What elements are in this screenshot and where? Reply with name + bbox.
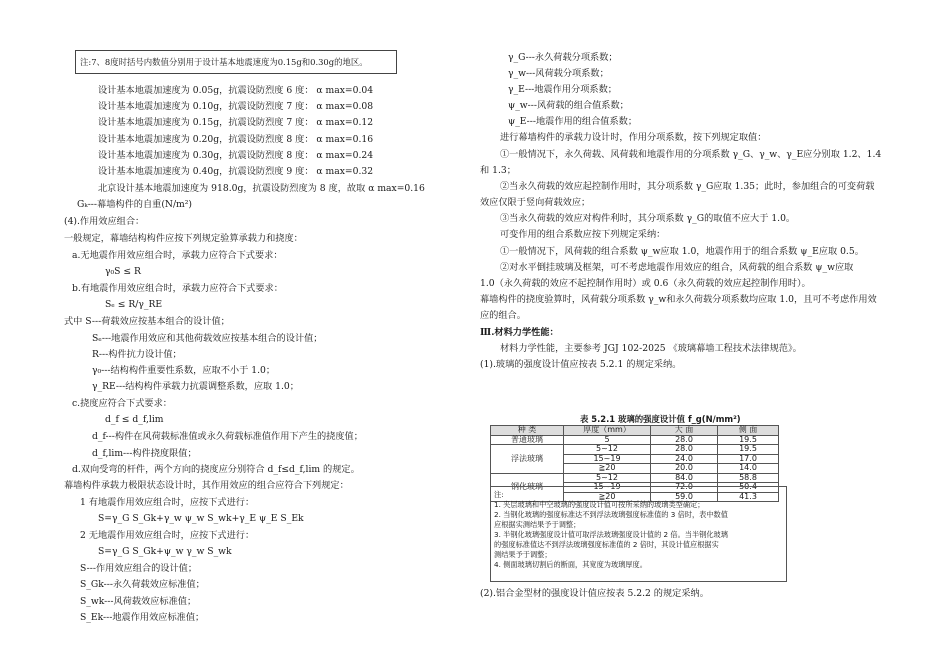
table-cell: 59.0	[651, 492, 718, 502]
table-cell: 浮法玻璃	[491, 445, 564, 474]
table-cell: 普通玻璃	[491, 435, 564, 445]
table-cell: 84.0	[651, 473, 718, 483]
table-cell: 50.4	[718, 483, 779, 493]
formula-a: γ₀S ≤ R	[105, 266, 141, 277]
table-cell: 28.0	[651, 435, 718, 445]
where-s2: S---作用效应组合的设计值；	[80, 563, 198, 574]
table-cell: 15~19	[564, 454, 651, 464]
beijing-line: 北京设计基本地震加速度为 918.0g，抗震设防烈度为 8 度，故取 α max=0.16	[98, 183, 425, 194]
header-face: 大 面	[651, 426, 718, 436]
factor-rule-3: ③当永久荷载的效应对构件利时，其分项系数 γ_G的取值不应大于 1.0。	[500, 213, 796, 224]
table-cell: 17.0	[718, 454, 779, 464]
note-item: 2. 当钢化玻璃的强度标准达不到浮法玻璃强度标准值的 3 倍时，表中数值	[494, 510, 728, 519]
where-dflim: d_f,lim---构件挠度限值；	[92, 448, 197, 459]
accel-line-6: 设计基本地震加速度为 0.05g，抗震设防烈度 6 度： α max=0.04	[98, 85, 374, 96]
table-row	[491, 435, 779, 445]
section-4-heading: (4).作用效应组合：	[64, 216, 145, 227]
formula-case-1: S=γ_G S_Gk+γ_w ψ_w S_wk+γ_E ψ_E S_Ek	[98, 513, 304, 524]
combo-rule-2-cont: 1.0（永久荷载的效应不起控制作用时）或 0.6（永久荷载的效应起控制作用时）。	[480, 278, 811, 289]
accel-line-7a: 设计基本地震加速度为 0.10g，抗震设防烈度 7 度： α max=0.08	[98, 101, 374, 112]
table-cell: 钢化玻璃	[491, 473, 564, 502]
material-ref: 材料力学性能，主要参考 JGJ 102-2025 《玻璃幕墙工程技术法律规范》。	[500, 343, 802, 354]
where-s: 式中 S---荷载效应按基本组合的设计值；	[64, 316, 230, 327]
case-2: 2 无地震作用效应组合时，应按下式进行：	[80, 530, 255, 541]
table-cell: 41.3	[718, 492, 779, 502]
table-cell: 28.0	[651, 445, 718, 455]
note-item: 应根据实测结果予于调整；	[494, 520, 581, 529]
rule-d: d.双向受弯的杆件，两个方向的挠度应分别符合 d_f≤d_f,lim 的规定。	[72, 464, 360, 475]
factor-rule-intro: 进行幕墙构件的承载力设计时，作用分项系数，按下列规定取值：	[500, 132, 767, 143]
table-cell: 19.5	[718, 445, 779, 455]
note-item: 4. 侧面玻璃切割后的断面，其宽度为玻璃厚度。	[494, 560, 647, 569]
where-swk: S_wk---风荷载效应标准值；	[80, 596, 197, 607]
formula-case-2: S=γ_G S_Gk+ψ_w γ_w S_wk	[98, 546, 232, 557]
where-se: Sₑ---地震作用效应和其他荷载效应按基本组合的设计值；	[92, 333, 323, 344]
table-cell: ≧20	[564, 492, 651, 502]
rule-a: a.无地震作用效应组合时，承载力应符合下式要求：	[72, 250, 283, 261]
rule-b: b.有地震作用效应组合时，承载力应符合下式要求：	[72, 283, 283, 294]
combo-rule-intro: 可变作用的组合系数应按下列规定采纳：	[500, 229, 666, 240]
where-gammae: γ_E---地震作用分项系数；	[508, 84, 617, 95]
table-cell: 20.0	[651, 464, 718, 474]
table-cell: 5~12	[564, 473, 651, 483]
table-cell: 58.8	[718, 473, 779, 483]
table-cell: ≧20	[564, 464, 651, 474]
deflection-rule: 幕墙构件的挠度验算时，风荷载分项系数 γ_w和永久荷载分项系数均应取 1.0，且可不考虑作用效	[480, 294, 877, 305]
where-gammag: γ_G---永久荷载分项系数；	[508, 52, 618, 63]
where-psie: ψ_E---地震作用的组合值系数；	[508, 116, 638, 127]
factor-rule-1: ①一般情况下，永久荷载、风荷载和地震作用的分项系数 γ_G、γ_w、γ_E应分别取 1.2、1.4	[500, 149, 882, 160]
where-r: R---构件抗力设计值；	[92, 349, 182, 360]
note-text: 注:7、8度时括号内数值分别用于设计基本地震速度为0.15g和0.30g的地区。	[80, 57, 368, 67]
note-item: 测结果予于调整；	[494, 550, 552, 559]
header-edge: 侧 面	[718, 426, 779, 436]
aluminum-intro: (2).铝合金型材的强度设计值应按表 5.2.2 的规定采纳。	[480, 588, 709, 599]
note-heading: 注:	[494, 490, 504, 499]
where-psiw: ψ_w---风荷载的组合值系数；	[508, 100, 629, 111]
table-cell: 5~12	[564, 445, 651, 455]
note-item: 3. 半钢化玻璃强度设计值可取浮法玻璃强度设计值的 2 倍。当半钢化玻璃	[494, 530, 728, 539]
table-caption: 表 5.2.1 玻璃的强度设计值 f_g(N/mm²)	[580, 414, 741, 424]
where-sgk: S_Gk---永久荷载效应标准值；	[80, 579, 205, 590]
note-item: 的强度标准值达不到浮法玻璃强度标准值的 2 倍时，其设计值应根据实	[494, 540, 719, 549]
limit-state-rule: 幕墙构件承载力极限状态设计时，其作用效应的组合应符合下列规定：	[64, 480, 349, 491]
accel-line-8a: 设计基本地震加速度为 0.20g，抗震设防烈度 8 度： α max=0.16	[98, 134, 374, 145]
where-gammare: γ_RE---结构构件承载力抗震调整系数，应取 1.0；	[92, 381, 299, 392]
where-df: d_f---构件在风荷载标准值或永久荷载标准值作用下产生的挠度值；	[92, 431, 363, 442]
table-row	[491, 473, 779, 483]
table-notes	[490, 486, 787, 582]
table-cell: 14.0	[718, 464, 779, 474]
note-box	[75, 50, 397, 74]
glass-intro: (1).玻璃的强度设计值应按表 5.2.1 的规定采纳。	[480, 359, 682, 370]
section-3-heading: Ⅲ.材料力学性能：	[480, 327, 559, 338]
table-header-row	[491, 426, 779, 436]
table-cell: 19.5	[718, 435, 779, 445]
case-1: 1 有地震作用效应组合时，应按下式进行：	[80, 497, 255, 508]
general-rule: 一般规定，幕墙结构构件应按下列规定验算承载力和挠度：	[64, 233, 303, 244]
table-cell: 15~19	[564, 483, 651, 493]
where-sek: S_Ek---地震作用效应标准值；	[80, 612, 205, 623]
table-cell: 72.0	[651, 483, 718, 493]
formula-b: Sₑ ≤ R/γ_RE	[105, 299, 163, 310]
table-cell: 5	[564, 435, 651, 445]
accel-line-7b: 设计基本地震加速度为 0.15g，抗震设防烈度 7 度： α max=0.12	[98, 117, 374, 128]
table-cell: 24.0	[651, 454, 718, 464]
rule-c: c.挠度应符合下式要求：	[72, 398, 172, 409]
table-row	[491, 445, 779, 455]
note-item: 1. 夹层玻璃和中空玻璃的强度设计值可按所采纳的玻璃类型确定；	[494, 500, 705, 509]
where-gammaw: γ_w---风荷载分项系数；	[508, 68, 609, 79]
formula-c: d_f ≤ d_f,lim	[105, 414, 164, 425]
factor-rule-1-cont: 和 1.3；	[480, 165, 516, 176]
factor-rule-2-cont: 效应仅限于竖向荷载效应；	[480, 197, 591, 208]
combo-rule-2: ②对水平倒挂玻璃及框架，可不考虑地震作用效应的组合，风荷载的组合系数 ψ_w应取	[500, 262, 854, 273]
header-thickness: 厚度（mm）	[564, 426, 651, 436]
where-gamma0: γ₀---结构构件重要性系数，应取不小于 1.0；	[92, 365, 276, 376]
header-kind: 种 类	[491, 426, 564, 436]
deflection-rule-cont: 应的组合。	[480, 310, 526, 321]
accel-line-8b: 设计基本地震加速度为 0.30g，抗震设防烈度 8 度： α max=0.24	[98, 150, 374, 161]
factor-rule-2: ②当永久荷载的效应起控制作用时，其分项系数 γ_G应取 1.35；此时，参加组合的可变荷载	[500, 181, 875, 192]
combo-rule-1: ①一般情况下，风荷载的组合系数 ψ_w应取 1.0，地震作用于的组合系数 ψ_E应取 0.5。	[500, 246, 864, 257]
accel-line-9: 设计基本地震加速度为 0.40g，抗震设防烈度 9 度： α max=0.32	[98, 166, 374, 177]
gk-line: Gₖ---幕墙构件的自重(N/m²)	[77, 199, 193, 210]
